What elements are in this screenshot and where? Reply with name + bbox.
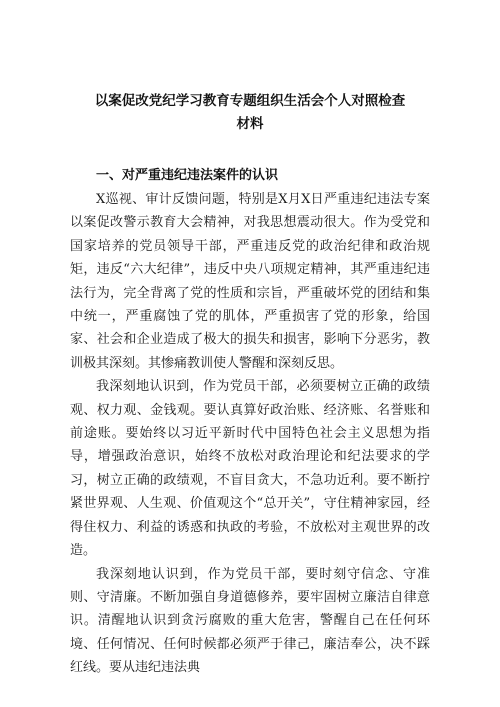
paragraph-2: 我深刻地认识到，作为党员干部，必须要树立正确的政绩观、权力观、金钱观。要认真算好政治账、经济账、名誉账和前途账。要始终以习近平新时代中国特色社会主义思想为指导，增强政治意识，始终不放松对政治理论和纪法要求的学习，树立正确的政绩观，不盲目贪大，不急功近利。要不断拧紧世界观、人生观、价值观这个“总开关”，守住精神家园，经得住权力、利益的诱惑和执政的考验，不放松对主观世界的改造。 xyxy=(70,379,430,559)
paragraph-3: 我深刻地认识到，作为党员干部，要时刻守信念、守准则、守清廉。不断加强自身道德修养，要牢固树立廉洁自律意识。清醒地认识到贪污腐败的重大危害，警醒自己在任何环境、任何情况、任何时候都必须严于律己，廉洁奉公，决不踩红线。要从违纪违法典 xyxy=(70,566,430,676)
title-line-1: 以案促改党纪学习教育专题组织生活会个人对照检查 xyxy=(94,93,406,109)
paragraph-1: X巡视、审计反馈问题，特别是X月X日严重违纪违法专案以案促改警示教育大会精神，对我思想震动很大。作为受党和国家培养的党员领导干部，严重违反党的政治纪律和政治规矩，违反“六大纪律”，违反中央八项规定精神，其严重违纪违法行为，完全背离了党的性质和宗旨，严重破坏党的团结和集中统一，严重腐蚀了党的肌体，严重损害了党的形象，给国家、社会和企业造成了极大的损失和损害，影响下分恶劣，教训极其深刻。其惨痛教训使人警醒和深刻反思。 xyxy=(70,192,430,371)
document-title xyxy=(70,90,430,136)
title-line-2: 材料 xyxy=(236,116,264,132)
section-heading: 一、对严重违纪违法案件的认识 xyxy=(96,168,279,183)
